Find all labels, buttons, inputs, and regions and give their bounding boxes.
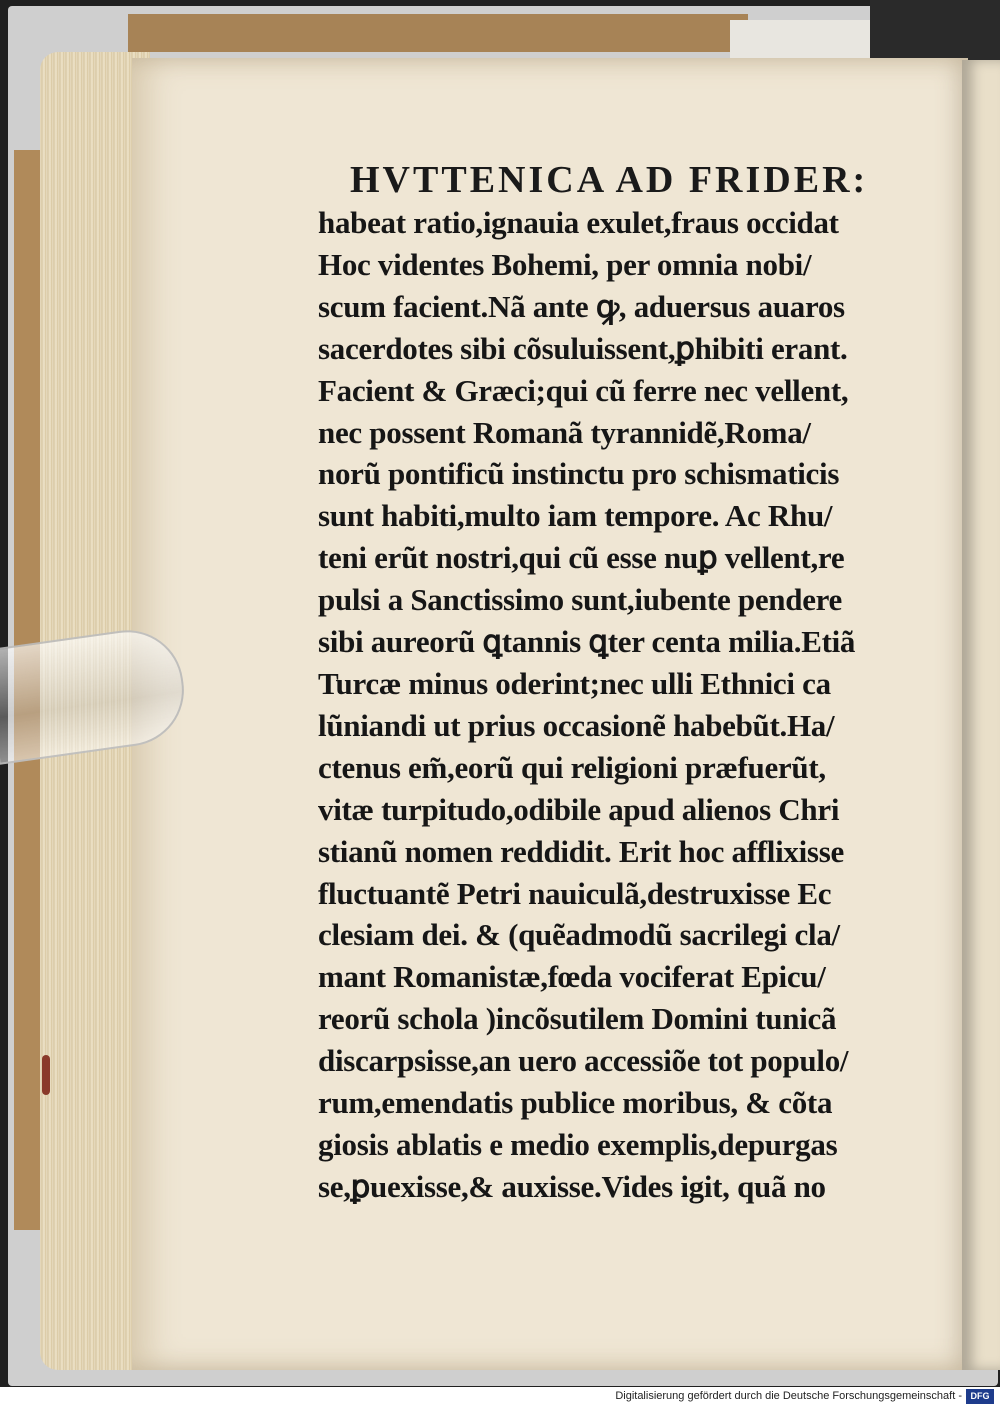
text-line: Facient & Græci;qui cũ ferre nec vellent,: [318, 372, 849, 408]
text-line: rum,emendatis publice moribus, & cõta: [318, 1085, 833, 1121]
text-line: lũniandi ut prius occasionẽ habebũt.Ha/: [318, 707, 835, 743]
text-line: clesiam dei. & (quẽadmodũ sacrilegi cla/: [318, 917, 840, 953]
body-text: [318, 202, 938, 1208]
text-line: discarpsisse,an uero accessiõe tot populo/: [318, 1043, 849, 1079]
running-head: HVTTENICA AD FRIDER:: [350, 159, 869, 201]
text-line: sibi aureorũ ꝗtannis ꝗter centa milia.Etiã: [318, 624, 856, 660]
text-line: Hoc videntes Bohemi, per omnia nobi/: [318, 246, 812, 282]
text-line: norũ pontificũ instinctu pro schismaticis: [318, 456, 840, 492]
footer-credit: Digitalisierung gefördert durch die Deutsche Forschungsgemeinschaft -: [615, 1390, 962, 1402]
text-line: sunt habiti,multo iam tempore. Ac Rhu/: [318, 498, 833, 534]
top-edge-light: [730, 20, 870, 60]
text-line: nec possent Romanã tyrannidẽ,Roma/: [318, 414, 811, 450]
ribbon-mark: [42, 1055, 50, 1095]
top-edge-strip: [128, 14, 748, 52]
text-line: vitæ turpitudo,odibile apud alienos Chri: [318, 791, 840, 827]
footer-bar: [0, 1387, 1000, 1407]
dfg-logo: DFG: [966, 1389, 994, 1404]
text-line: scum facient.Nã ante ꝙ, aduersus auaros: [318, 288, 845, 324]
text-line: teni erũt nostri,qui cũ esse nuꝑ vellent,re: [318, 540, 845, 576]
text-line: fluctuantẽ Petri nauiculã,destruxisse Ec: [318, 875, 832, 911]
text-line: Turcæ minus oderint;nec ulli Ethnici ca: [318, 665, 831, 701]
text-line: mant Romanistæ,fœda vociferat Epicu/: [318, 959, 826, 995]
text-line: sacerdotes sibi cõsuluissent,ꝑhibiti erant.: [318, 330, 848, 366]
text-line: ctenus em̃,eorũ qui religioni præfuerũt,: [318, 749, 826, 785]
text-line: giosis ablatis e medio exemplis,depurgas: [318, 1126, 838, 1162]
text-line: se,ꝑuexisse,& auxisse.Vides igit, quã no: [318, 1168, 826, 1204]
background-corner: [870, 0, 1000, 60]
text-line: stianũ nomen reddidit. Erit hoc afflixisse: [318, 833, 844, 869]
text-line: reorũ schola )incõsutilem Domini tunicã: [318, 1001, 837, 1037]
text-line: habeat ratio,ignauia exulet,fraus occidat: [318, 205, 839, 240]
text-line: pulsi a Sanctissimo sunt,iubente pendere: [318, 582, 843, 618]
facing-page-edge: [962, 60, 1000, 1370]
